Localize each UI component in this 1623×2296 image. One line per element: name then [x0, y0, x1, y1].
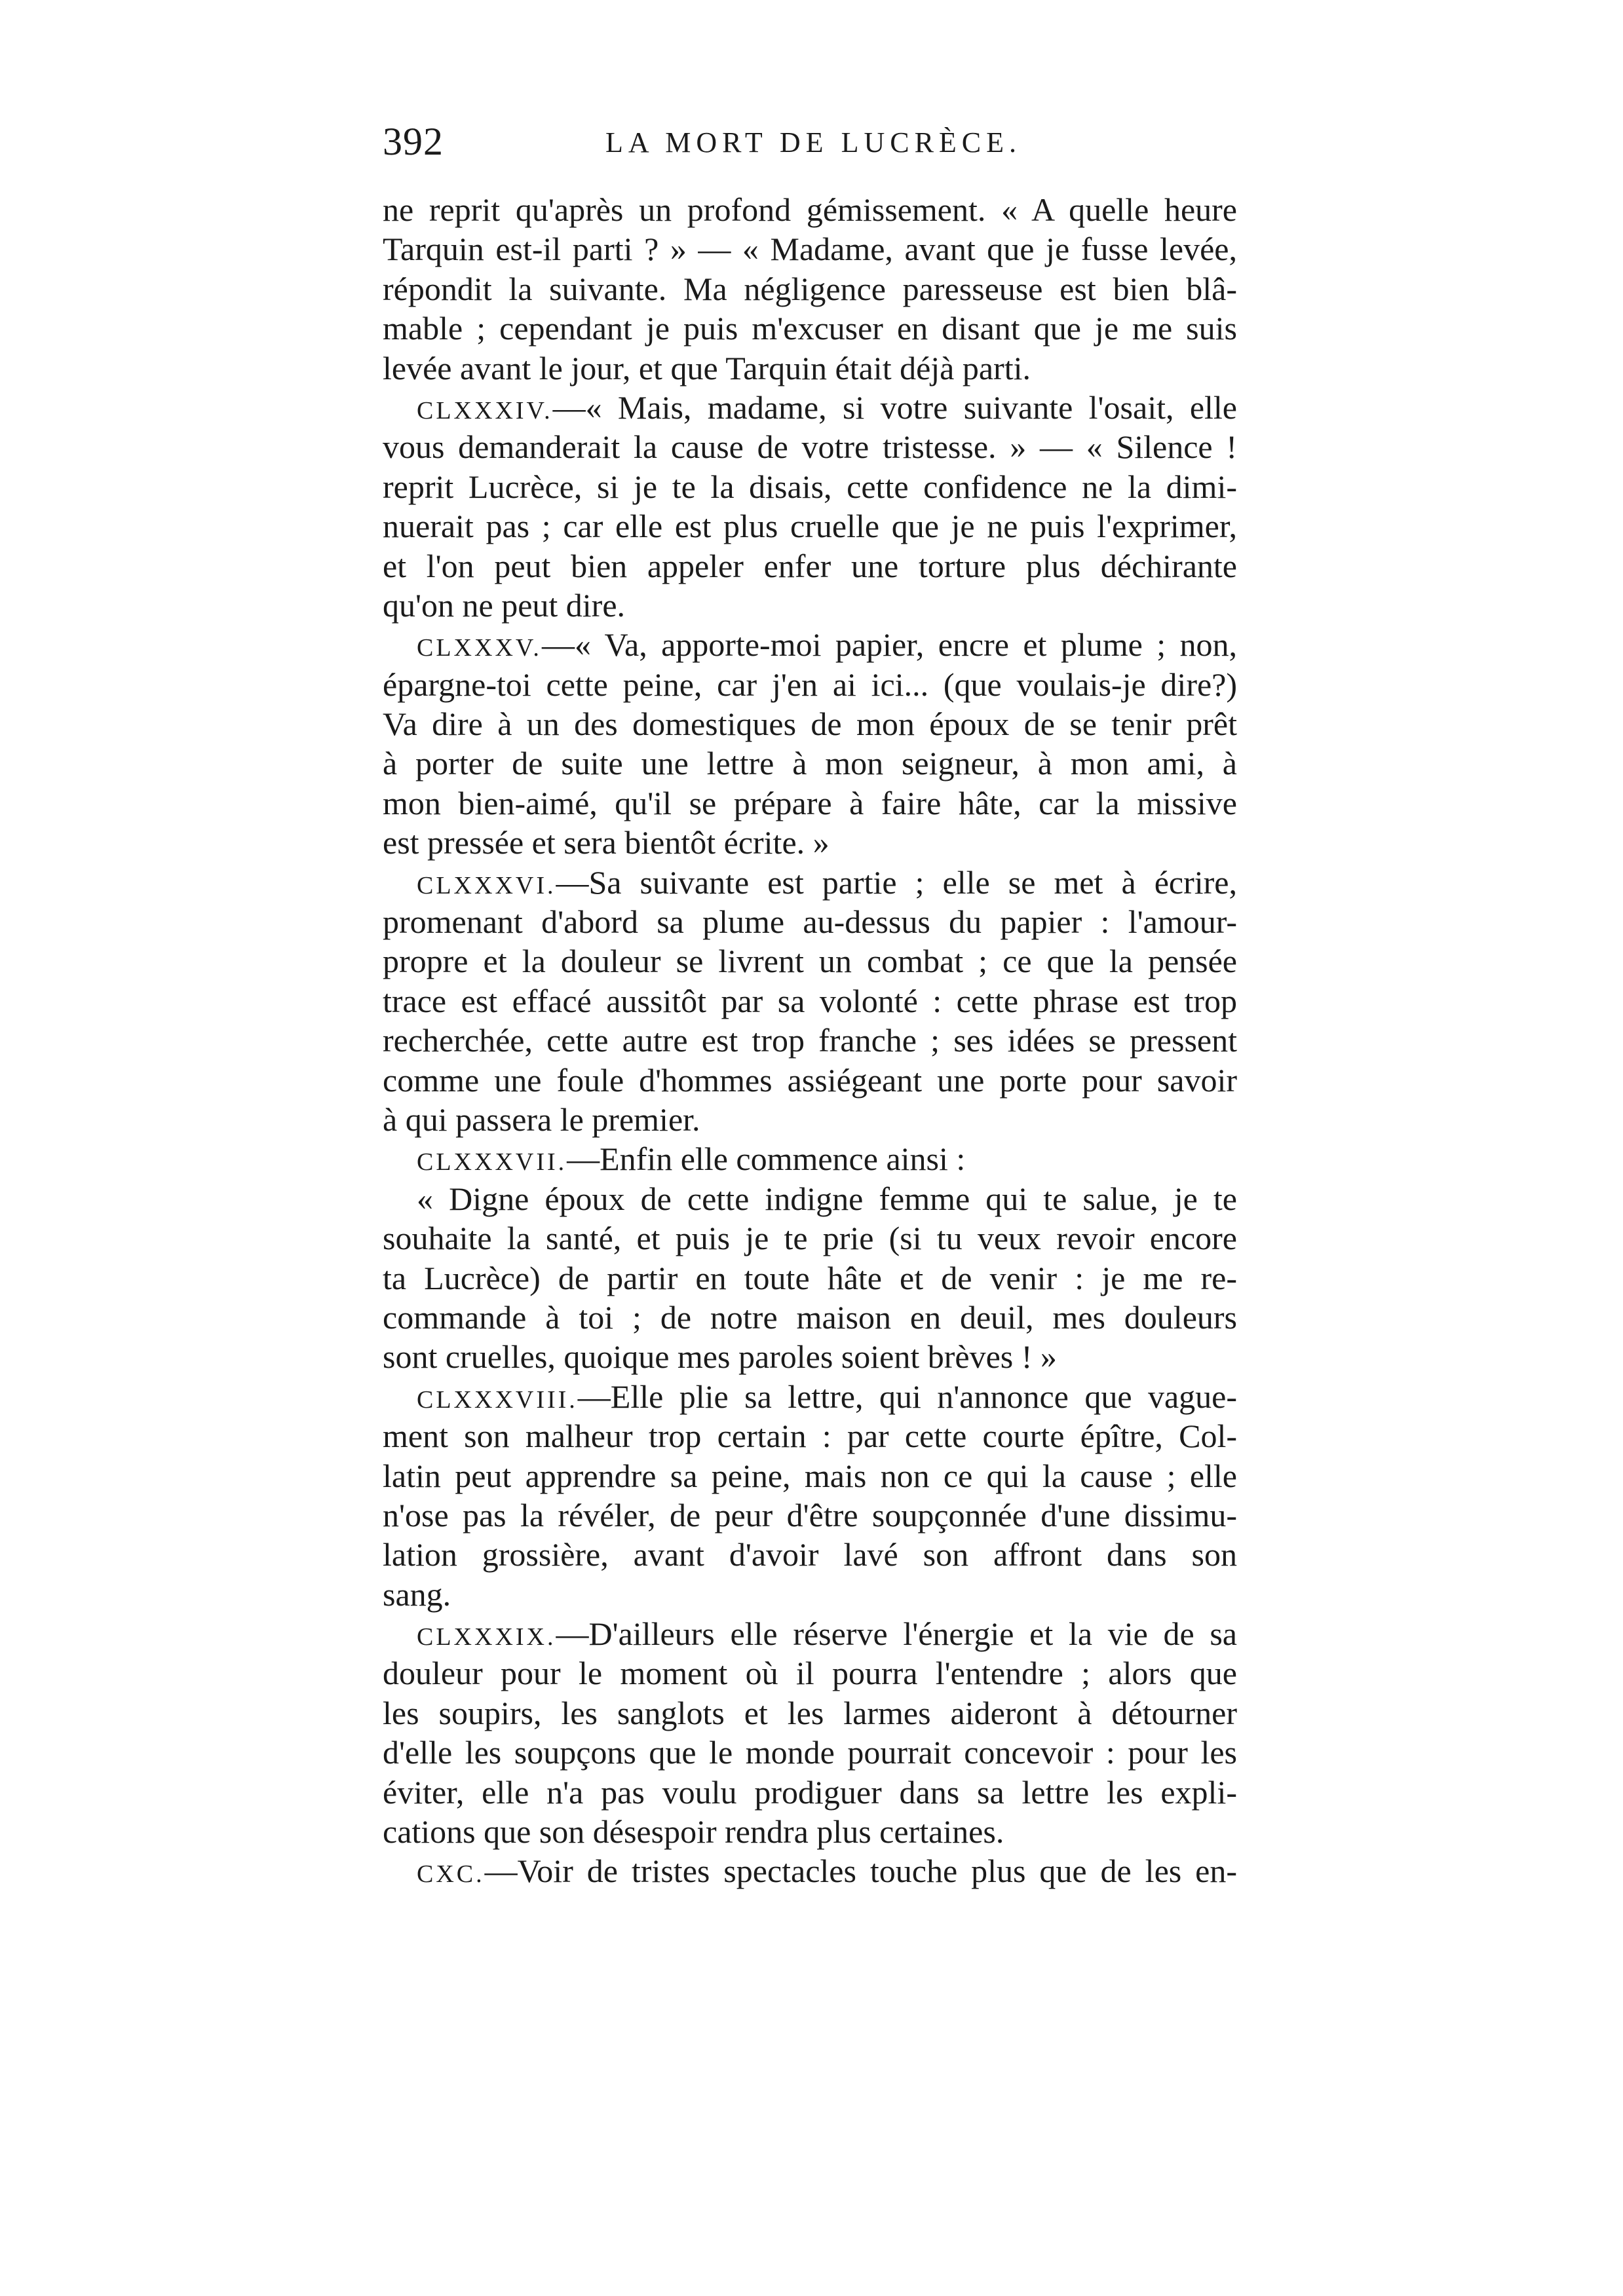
text-line: mon bien-aimé, qu'il se prépare à faire hâte, car la missive [383, 784, 1237, 821]
text-line: répondit la suivante. Ma négligence paresseuse est bien blâ- [383, 270, 1237, 307]
text-line: nuerait pas ; car elle est plus cruelle que je ne puis l'exprimer, [383, 508, 1237, 545]
text-line: comme une foule d'hommes assiégeant une porte pour savoir [383, 1061, 1237, 1099]
stanza-number: CXC. [417, 1860, 485, 1889]
running-title: LA MORT DE LUCRÈCE. [605, 126, 1022, 159]
stanza-number: CLXXXVII. [417, 1148, 567, 1176]
text-line: cations que son désespoir rendra plus certaines. [383, 1813, 1004, 1851]
text-line: Va dire à un des domestiques de mon époux de se tenir prêt [383, 706, 1237, 743]
stanza-start-line: CLXXXVII.—Enfin elle commence ainsi : [417, 1140, 966, 1178]
text-line: d'elle les soupçons que le monde pourrait concevoir : pour les [383, 1734, 1237, 1771]
text-line: vous demanderait la cause de votre tristesse. » — « Silence ! [383, 428, 1237, 466]
text-line: reprit Lucrèce, si je te la disais, cette confidence ne la dimi- [383, 468, 1237, 505]
stanza-number: CLXXXIV. [417, 396, 553, 424]
text-line: épargne-toi cette peine, car j'en ai ici... (que voulais-je dire?) [383, 666, 1237, 703]
text-line: ne reprit qu'après un profond gémissement. « A quelle heure [383, 191, 1237, 228]
stanza-start-line: CLXXXIV.—« Mais, madame, si votre suivante l'osait, elle [417, 388, 1237, 426]
stanza-start-line: CLXXXV.—« Va, apporte-moi papier, encre et plume ; non, [417, 626, 1237, 664]
body-text [383, 190, 1237, 1891]
text-line: est pressée et sera bientôt écrite. » [383, 824, 830, 861]
stanza-number: CLXXXIX. [417, 1623, 556, 1651]
text-line: levée avant le jour, et que Tarquin était déjà parti. [383, 349, 1031, 386]
text-line: ment son malheur trop certain : par cette courte épître, Col- [383, 1418, 1237, 1455]
text-line: les soupirs, les sanglots et les larmes aideront à détourner [383, 1694, 1237, 1731]
text-line: à qui passera le premier. [383, 1101, 700, 1138]
text-line: et l'on peut bien appeler enfer une torture plus déchirante [383, 547, 1237, 584]
text-line: mable ; cependant je puis m'excuser en disant que je me suis [383, 310, 1237, 347]
letter-line: ta Lucrèce) de partir en toute hâte et de venir : je me re- [383, 1259, 1237, 1296]
letter-line: sont cruelles, quoique mes paroles soient brèves ! » [383, 1338, 1057, 1376]
text-line: promenant d'abord sa plume au-dessus du papier : l'amour- [383, 903, 1237, 941]
stanza-number: CLXXXVIII. [417, 1385, 578, 1414]
text-line: n'ose pas la révéler, de peur d'être soupçonnée d'une dissimu- [383, 1496, 1237, 1534]
text-line: latin peut apprendre sa peine, mais non ce qui la cause ; elle [383, 1457, 1237, 1494]
stanza-start-line: CLXXXVIII.—Elle plie sa lettre, qui n'annonce que vague- [417, 1378, 1237, 1415]
text-line: propre et la douleur se livrent un combat ; ce que la pensée [383, 943, 1237, 980]
stanza-start-line: CLXXXIX.—D'ailleurs elle réserve l'énergie et la vie de sa [417, 1615, 1237, 1653]
stanza-start-line: CLXXXVI.—Sa suivante est partie ; elle se met à écrire, [417, 863, 1237, 901]
text-line: lation grossière, avant d'avoir lavé son affront dans son [383, 1536, 1237, 1573]
text-line: sang. [383, 1575, 451, 1613]
text-line: recherchée, cette autre est trop franche ; ses idées se pressent [383, 1022, 1237, 1059]
letter-line: souhaite la santé, et puis je te prie (si tu veux revoir encore [383, 1220, 1237, 1257]
text-line: Tarquin est-il parti ? » — « Madame, avant que je fusse levée, [383, 231, 1237, 268]
page-number: 392 [383, 120, 444, 163]
text-line: à porter de suite une lettre à mon seigneur, à mon ami, à [383, 745, 1237, 782]
text-line: éviter, elle n'a pas voulu prodiguer dans sa lettre les expli- [383, 1773, 1237, 1811]
stanza-number: CLXXXV. [417, 634, 542, 662]
text-line: douleur pour le moment où il pourra l'entendre ; alors que [383, 1655, 1237, 1692]
letter-line: commande à toi ; de notre maison en deuil, mes douleurs [383, 1298, 1237, 1336]
letter-line: « Digne époux de cette indigne femme qui te salue, je te [417, 1180, 1237, 1217]
text-line: trace est effacé aussitôt par sa volonté : cette phrase est trop [383, 982, 1237, 1019]
stanza-start-line: CXC.—Voir de tristes spectacles touche plus que de les en- [417, 1853, 1237, 1890]
stanza-number: CLXXXVI. [417, 871, 556, 899]
running-head [383, 119, 1237, 178]
text-line: qu'on ne peut dire. [383, 586, 626, 624]
